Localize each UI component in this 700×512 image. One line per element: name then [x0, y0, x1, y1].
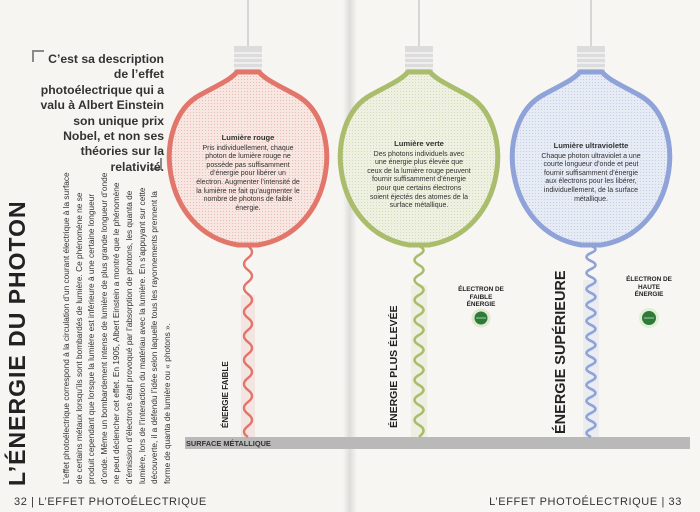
metal-surface-label: SURFACE MÉTALLIQUE — [186, 439, 271, 448]
pull-quote: C’est sa description de l’effet photoélectrique qui a valu à Albert Einstein son unique prix Nobel, et non ses théories sur la relativité. — [40, 52, 164, 174]
section-title: L’ÉNERGIE DU PHOTON — [4, 200, 30, 486]
green-light-caption — [367, 140, 471, 211]
green-light-bulb — [340, 0, 497, 437]
green-light-description: Des photons individuels avec une énergie plus élevée que ceux de la lumière rouge peuvent fournir suffisamment d’énergie pour que certains électrons soient éjectés des atomes de la surface métallique. — [367, 150, 471, 210]
uv-light-caption — [539, 142, 643, 204]
energy-label-low: ÉNERGIE FAIBLE — [221, 361, 230, 428]
red-light-title: Lumière rouge — [221, 133, 275, 142]
red-light-description: Pris individuellement, chaque photon de lumière rouge ne possède pas suffisamment d’énergie pour libérer un électron. Augmenter l’intensité de la lumière ne fait qu’augmenter le nombre de photons de faible énergie. — [196, 144, 300, 212]
folio-right: L’EFFET PHOTOÉLECTRIQUE | 33 — [489, 496, 682, 508]
body-text: L’effet photoélectrique correspond à la circulation d’un courant électrique à la surface de certains métaux lorsqu’ils sont bombardés de lumière. Ce phénomène ne se produit cependant que lorsque la lumière est inférieure à une certaine longueur d’onde. Même un bombardement intense de lumière de plus grande longueur d’onde ne peut déclencher cet effet. En 1905, Albert Einstein a montré que le phénomène d’émission d’électrons était provoqué par l’absorption de photons, les quanta de lumière, lors de l’interaction du matériau avec la lumière. En s’appuyant sur cette découverte, il a défendu l’idée selon laquelle tous les rayonnements prennent la forme de quanta de lumière ou « photons ». — [61, 172, 172, 484]
low-energy-electron-label: ÉLECTRON DE FAIBLE ÉNERGIE — [458, 286, 504, 309]
high-energy-electron-label: ÉLECTRON DE HAUTE ÉNERGIE — [626, 276, 672, 299]
folio-left: 32 | L’EFFET PHOTOÉLECTRIQUE — [14, 496, 207, 508]
uv-light-bulb — [512, 0, 669, 437]
red-light-bulb — [169, 0, 326, 437]
uv-light-title: Lumière ultraviolette — [553, 141, 629, 150]
red-light-caption — [196, 134, 300, 213]
green-light-title: Lumière verte — [394, 139, 444, 148]
energy-label-higher: ÉNERGIE PLUS ÉLEVÉE — [388, 305, 400, 428]
energy-label-superior: ÉNERGIE SUPÉRIEURE — [553, 270, 569, 434]
uv-light-description: Chaque photon ultraviolet a une courte longueur d’onde et peut fournir suffisamment d’énergie aux électrons pour les libérer, individuellement, de la surface métallique. — [541, 152, 641, 203]
